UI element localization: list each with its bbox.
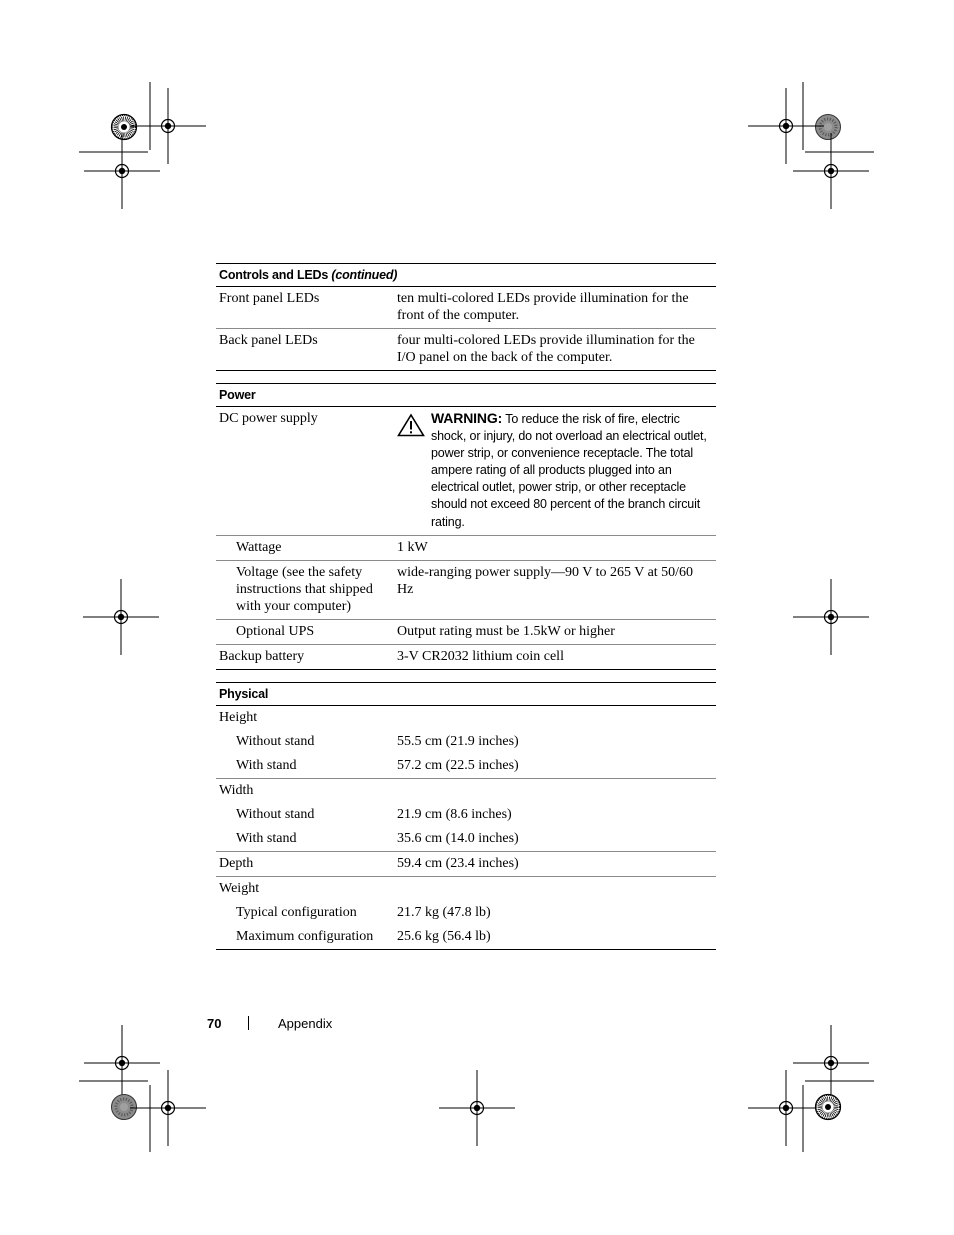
section-heading: Controls and LEDs (continued) bbox=[216, 264, 716, 287]
spec-value: four multi-colored LEDs provide illumination for the I/O panel on the back of the computer. bbox=[397, 333, 695, 365]
spec-value: 35.6 cm (14.0 inches) bbox=[397, 830, 519, 846]
physical-section bbox=[216, 682, 716, 950]
table-row bbox=[216, 560, 716, 619]
spec-label: Optional UPS bbox=[236, 623, 315, 639]
table-row bbox=[216, 644, 716, 669]
spec-label: With stand bbox=[236, 757, 297, 773]
page-number: 70 bbox=[207, 1016, 222, 1031]
table-row bbox=[216, 535, 716, 560]
gray-ball-mark-icon bbox=[112, 1095, 137, 1120]
table-row bbox=[216, 754, 716, 778]
table-row bbox=[216, 407, 716, 535]
warning-triangle-icon bbox=[397, 410, 431, 531]
section-heading: Physical bbox=[216, 683, 716, 706]
spec-label: Depth bbox=[219, 855, 254, 871]
controls-leds-section bbox=[216, 263, 716, 371]
table-row bbox=[216, 619, 716, 644]
table-row bbox=[216, 803, 716, 827]
table-row bbox=[216, 901, 716, 925]
spec-label: Maximum configuration bbox=[236, 928, 374, 944]
table-row bbox=[216, 778, 716, 803]
spec-value: 21.9 cm (8.6 inches) bbox=[397, 806, 512, 822]
spec-label: DC power supply bbox=[219, 411, 318, 426]
table-row bbox=[216, 851, 716, 876]
table-row bbox=[216, 706, 716, 730]
spec-value: 57.2 cm (22.5 inches) bbox=[397, 757, 519, 773]
spec-label: Wattage bbox=[236, 539, 282, 555]
spec-label: Without stand bbox=[236, 806, 315, 822]
spec-label: With stand bbox=[236, 830, 297, 846]
warning-text: To reduce the risk of fire, electric shock, or injury, do not overload an electrical outlet, power strip, or convenience receptacle. The total ampere rating of all products plugged into an electrical outlet, power strip, or other receptacle should not exceed 80 percent of the branch circuit rating. bbox=[431, 412, 707, 529]
table-row bbox=[216, 730, 716, 754]
crosshair-mark-icon bbox=[84, 133, 160, 209]
spec-label: Width bbox=[219, 782, 254, 798]
table-row bbox=[216, 925, 716, 949]
warning-title: WARNING: bbox=[431, 410, 503, 426]
spec-label: Weight bbox=[219, 880, 260, 896]
spec-value: 55.5 cm (21.9 inches) bbox=[397, 733, 519, 749]
spec-value: 21.7 kg (47.8 lb) bbox=[397, 904, 491, 920]
spec-value: 1 kW bbox=[397, 539, 428, 555]
power-section bbox=[216, 383, 716, 670]
spec-value: 59.4 cm (23.4 inches) bbox=[397, 855, 519, 871]
crosshair-mark-icon bbox=[84, 1025, 160, 1101]
crosshair-mark-icon bbox=[793, 579, 869, 655]
section-heading: Power bbox=[216, 384, 716, 407]
spec-value: 3-V CR2032 lithium coin cell bbox=[397, 648, 564, 664]
spec-value: 25.6 kg (56.4 lb) bbox=[397, 928, 491, 944]
specifications-table bbox=[216, 263, 716, 962]
gray-ball-mark-icon bbox=[816, 115, 841, 140]
spec-label: Height bbox=[219, 709, 258, 725]
crosshair-mark-icon bbox=[793, 133, 869, 209]
footer-divider bbox=[248, 1016, 249, 1030]
table-row bbox=[216, 328, 716, 370]
table-row bbox=[216, 876, 716, 901]
chapter-title: Appendix bbox=[278, 1016, 333, 1031]
table-row bbox=[216, 287, 716, 328]
crosshair-mark-icon bbox=[439, 1070, 515, 1146]
spec-label: Backup battery bbox=[219, 648, 305, 664]
crosshair-mark-icon bbox=[748, 88, 824, 164]
spec-label: Back panel LEDs bbox=[219, 333, 318, 348]
warning-notice bbox=[397, 410, 716, 531]
spec-label: Typical configuration bbox=[236, 904, 357, 920]
crosshair-mark-icon bbox=[83, 579, 159, 655]
starburst-mark-icon bbox=[816, 1095, 841, 1120]
crosshair-mark-icon bbox=[793, 1025, 869, 1101]
crosshair-mark-icon bbox=[130, 88, 206, 164]
starburst-mark-icon bbox=[112, 115, 137, 140]
table-row bbox=[216, 827, 716, 851]
spec-value: ten multi-colored LEDs provide illumination for the front of the computer. bbox=[397, 291, 689, 323]
spec-label: Without stand bbox=[236, 733, 315, 749]
spec-value: Output rating must be 1.5kW or higher bbox=[397, 623, 615, 639]
spec-label: Front panel LEDs bbox=[219, 291, 320, 306]
spec-value: wide-ranging power supply—90 V to 265 V at 50/60 Hz bbox=[397, 564, 694, 597]
spec-label: Voltage (see the safety instructions that shipped with your computer) bbox=[236, 564, 373, 614]
